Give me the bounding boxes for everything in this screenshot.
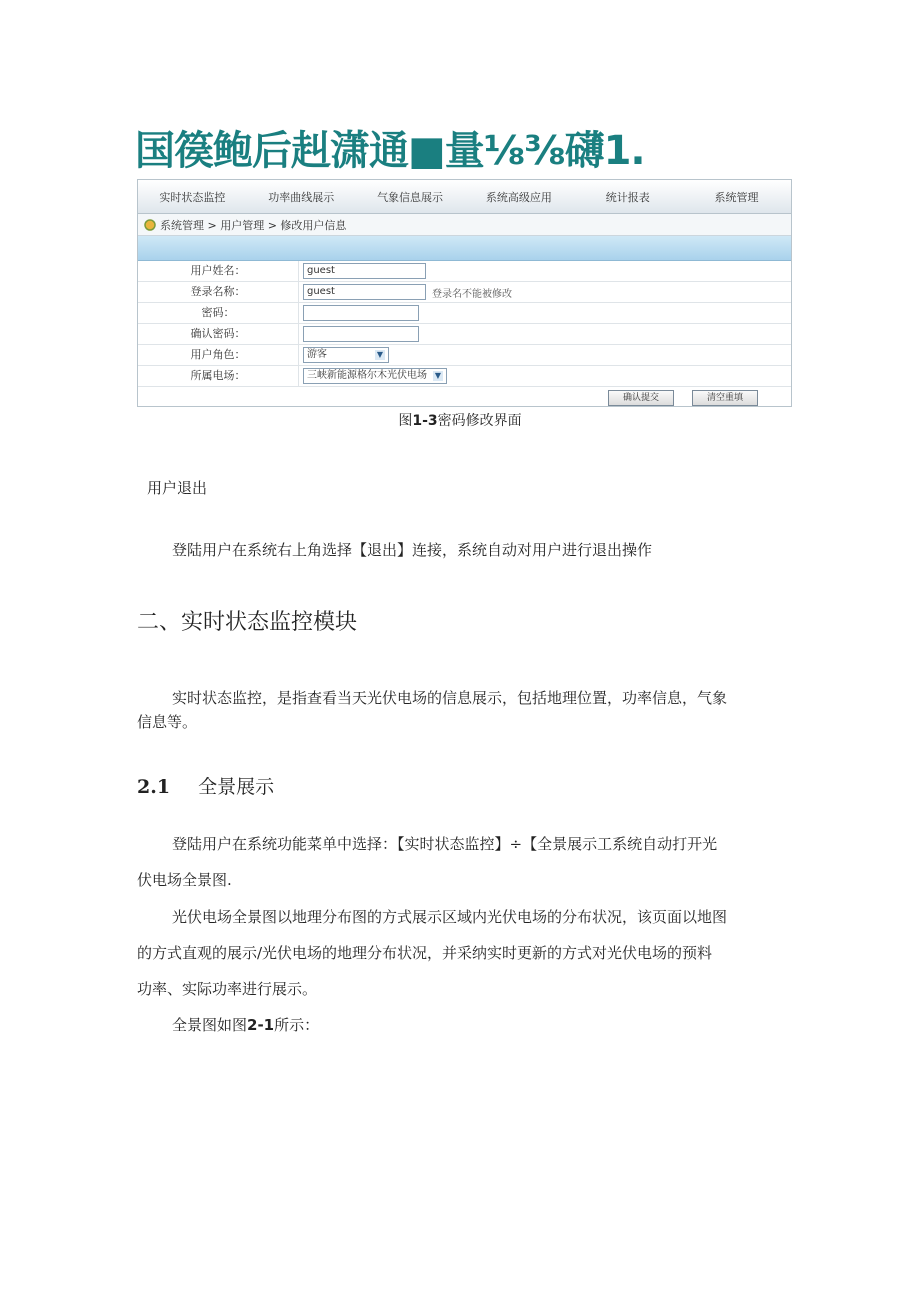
para2-line2: 的方式直观的展示/光伏电场的地理分布状况，并采纳实时更新的方式对光伏电场的预料 — [137, 944, 713, 962]
breadcrumb-text: 系统管理 > 用户管理 > 修改用户信息 — [160, 218, 347, 232]
menu-item-system[interactable]: 系统管理 — [714, 190, 759, 204]
section-heading: 二、实时状态监控模块 — [137, 610, 358, 635]
embedded-screenshot — [137, 179, 792, 407]
label-plant: 所属电场： — [138, 366, 299, 386]
menu-item-reports[interactable]: 统计报表 — [605, 190, 650, 204]
chevron-down-icon: ▼ — [376, 350, 384, 359]
subsection-number: 2.1 — [137, 776, 171, 798]
subsection-heading — [137, 772, 274, 799]
menu-item-power-curve[interactable]: 功率曲线展示 — [268, 190, 335, 204]
row-plant — [138, 366, 791, 387]
user-role-select[interactable] — [303, 347, 389, 363]
breadcrumb — [138, 214, 791, 236]
label-confirm-password: 确认密码： — [138, 324, 299, 344]
row-password — [138, 303, 791, 324]
row-login-name — [138, 282, 791, 303]
para2-line1: 光伏电场全景图以地理分布图的方式展示区域内光伏电场的分布状况，该页面以地图 — [172, 908, 728, 926]
row-user-role — [138, 345, 791, 366]
reset-button[interactable]: 清空重填 — [692, 390, 758, 406]
chevron-down-icon: ▼ — [434, 371, 442, 380]
user-name-input[interactable]: guest — [303, 263, 426, 279]
top-menu — [138, 180, 791, 214]
row-confirm-password — [138, 324, 791, 345]
figure-caption — [0, 410, 920, 430]
globe-icon — [144, 219, 156, 231]
login-name-input[interactable]: guest — [303, 284, 426, 300]
logout-body: 登陆用户在系统右上角选择【退出】连接，系统自动对用户进行退出操作 — [172, 541, 653, 559]
para3-prefix: 全景图如图 — [172, 1016, 248, 1034]
label-password: 密码： — [138, 303, 299, 323]
para3 — [172, 1009, 319, 1041]
password-input[interactable] — [303, 305, 419, 321]
subsection-title: 全景展示 — [198, 776, 275, 798]
section2-intro-line1: 实时状态监控，是指查看当天光伏电场的信息展示，包括地理位置，功率信息，气象 — [172, 689, 728, 707]
caption-number: 1-3 — [412, 413, 438, 429]
plant-select[interactable] — [303, 368, 447, 384]
para1-line2: 伏电场全景图. — [137, 871, 232, 889]
menu-item-realtime[interactable]: 实时状态监控 — [159, 190, 226, 204]
row-user-name — [138, 261, 791, 282]
label-user-name: 用户姓名： — [138, 261, 299, 281]
garbled-heading: 国篌鲍后赳潇通■量⅛⅜礴1. — [135, 128, 645, 174]
logout-heading: 用户退出 — [147, 479, 208, 497]
section2-intro-line2: 信息等。 — [137, 713, 198, 731]
form-header-bar — [138, 236, 791, 261]
form-actions — [138, 387, 791, 407]
para1-line1: 登陆用户在系统功能菜单中选择：【实时状态监控】÷【全景展示工系统自动打开光 — [172, 835, 718, 853]
login-name-note: 登录名不能被修改 — [432, 288, 512, 300]
menu-item-weather[interactable]: 气象信息展示 — [377, 190, 444, 204]
caption-prefix: 图 — [398, 413, 413, 429]
para3-figure-number: 2-1 — [247, 1016, 275, 1034]
menu-item-advanced[interactable]: 系统高级应用 — [485, 190, 552, 204]
plant-value: 三峡新能源格尔木光伏电场 — [307, 370, 427, 381]
confirm-password-input[interactable] — [303, 326, 419, 342]
label-login-name: 登录名称： — [138, 282, 299, 302]
submit-button[interactable]: 确认提交 — [608, 390, 674, 406]
para2-line3: 功率、实际功率进行展示。 — [137, 980, 318, 998]
label-user-role: 用户角色： — [138, 345, 299, 365]
caption-text: 密码修改界面 — [437, 413, 522, 429]
user-role-value: 游客 — [307, 349, 327, 360]
para3-suffix: 所示： — [274, 1016, 320, 1034]
